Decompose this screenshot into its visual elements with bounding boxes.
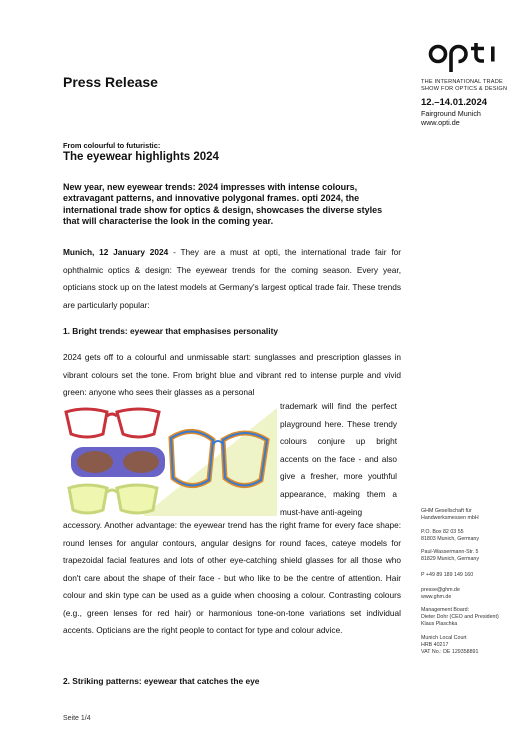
- email[interactable]: presse@ghm.de: [421, 587, 460, 593]
- section-1-wrap-text: trademark will find the perfect playground here. These trendy colours conjure up bright accents on the face - and also give a fresher, more youthful appearance, making them a must-have anti-ageing: [280, 401, 397, 517]
- phone: P +49 89 189 149 160: [421, 572, 474, 578]
- street-line-2: 81829 Munich, Germany: [421, 556, 480, 563]
- opti-logo: [428, 36, 506, 72]
- page-number: Seite 1/4: [63, 715, 91, 722]
- po-box-line-1: P.O. Box 82 03 55: [421, 529, 464, 535]
- po-box: [421, 529, 479, 543]
- po-box-line-2: 81803 Munich, Germany: [421, 536, 480, 543]
- headline: The eyewear highlights 2024: [63, 151, 219, 163]
- fair-website[interactable]: www.opti.de: [421, 118, 460, 127]
- management-line-3: Klaus Plaschka: [421, 621, 458, 628]
- street-address: [421, 549, 479, 563]
- lead-paragraph: New year, new eyewear trends: 2024 impresses with intense colours, extravagant patterns, and innovative polygonal frames. opti 2024, the international trade show for optics & design, showcases the diverse styles that will characterise the look in the coming year.: [63, 182, 383, 226]
- street-line-1: Paul-Wassermann-Str. 5: [421, 549, 479, 555]
- management-line-2: Dieter Dohr (CEO and President): [421, 614, 499, 621]
- section-1-heading: 1. Bright trends: eyewear that emphasises personality: [63, 326, 279, 336]
- eyewear-image: [63, 398, 277, 516]
- company-line-2: Handwerksmessen mbH: [421, 515, 479, 522]
- fair-venue: Fairground Munich: [421, 109, 481, 118]
- section-1-paragraph: 2024 gets off to a colourful and unmissable start: sunglasses and prescription glasses in vibrant colours set the tone. From bright blue and vibrant red to intense purple and vivid green: anyone who sees their glasses as a personal: [63, 352, 401, 397]
- tagline-line-2: SHOW FOR OPTICS & DESIGN: [421, 86, 508, 92]
- company-name: [421, 508, 479, 522]
- fair-dates: 12.–14.01.2024: [421, 97, 488, 108]
- web[interactable]: www.ghm.de: [421, 594, 452, 600]
- intro-text: - They are a must at opti, the international trade fair for ophthalmic optics & design: The eyewear trends for the coming season. Every year, opticians stock up on the latest models at Germany's largest optical trade fair. These trends are particularly popular:: [63, 247, 402, 310]
- court-registration: [421, 635, 478, 657]
- page-title: Press Release: [63, 74, 158, 90]
- management-line-1: Management Board:: [421, 607, 469, 613]
- section-2-heading: 2. Striking patterns: eyewear that catches the eye: [63, 676, 260, 686]
- management-board: [421, 607, 499, 629]
- tagline-line-1: THE INTERNATIONAL TRADE: [421, 79, 503, 85]
- intro-paragraph: [63, 244, 401, 314]
- dateline: Munich, 12 January 2024: [63, 247, 169, 257]
- court-line-2: HRB 40217: [421, 642, 449, 649]
- court-line-1: Munich Local Court: [421, 635, 467, 641]
- kicker: From colourful to futuristic:: [63, 141, 161, 150]
- company-line-1: GHM Gesellschaft für: [421, 508, 472, 514]
- section-1-paragraph-2: accessory. Another advantage: the eyewear trend has the right frame for every face shape: round lenses for angular contours, angular designs for round faces, cateye models for trapezoidal facial features and lots of other eye-catching shield glasses for all those who don't care about the shape of their face - but who like to be the centre of attention. Hair colour and skin type can be used as a guide when choosing a colour. Contrasting colours (e.g., green lenses for red hair) or harmonious tone-on-tone variations set individual accents. Opticians are the right people to contact for type and colour advice.: [63, 520, 401, 635]
- court-line-3: VAT No.: DE 129358891: [421, 649, 479, 656]
